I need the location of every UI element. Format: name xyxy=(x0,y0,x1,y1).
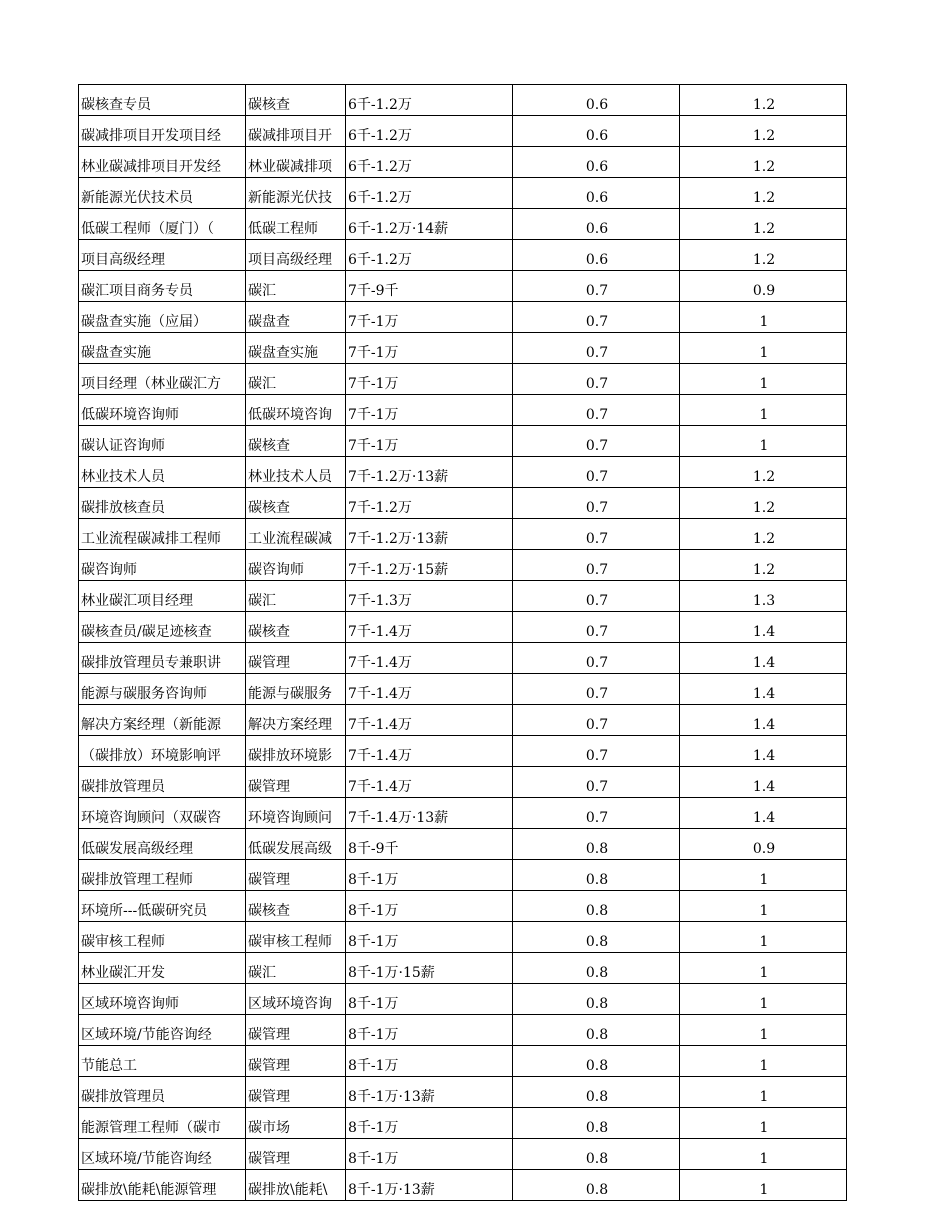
max-salary-cell: 1.2 xyxy=(680,457,847,488)
category-cell: 解决方案经理 xyxy=(246,705,346,736)
table-row xyxy=(79,488,847,519)
table-row xyxy=(79,1077,847,1108)
min-salary-cell: 0.7 xyxy=(513,426,680,457)
table-body xyxy=(79,85,847,1201)
salary-range-cell: 7千-1.4万 xyxy=(346,612,513,643)
salary-range-cell: 8千-1万 xyxy=(346,984,513,1015)
category-cell: 碳市场 xyxy=(246,1108,346,1139)
job-title-cell: 能源管理工程师（碳市 xyxy=(79,1108,246,1139)
salary-range-cell: 6千-1.2万·14薪 xyxy=(346,209,513,240)
salary-range-cell: 7千-1.4万·13薪 xyxy=(346,798,513,829)
min-salary-cell: 0.6 xyxy=(513,116,680,147)
table-row xyxy=(79,1015,847,1046)
job-title-cell: （碳排放）环境影响评 xyxy=(79,736,246,767)
category-cell: 低碳工程师 xyxy=(246,209,346,240)
table-row xyxy=(79,271,847,302)
salary-range-cell: 7千-1.4万 xyxy=(346,705,513,736)
job-title-cell: 节能总工 xyxy=(79,1046,246,1077)
salary-range-cell: 7千-1.4万 xyxy=(346,674,513,705)
max-salary-cell: 1.2 xyxy=(680,147,847,178)
min-salary-cell: 0.7 xyxy=(513,798,680,829)
min-salary-cell: 0.7 xyxy=(513,302,680,333)
category-cell: 碳管理 xyxy=(246,1046,346,1077)
table-row xyxy=(79,178,847,209)
max-salary-cell: 1 xyxy=(680,1015,847,1046)
category-cell: 碳核查 xyxy=(246,891,346,922)
max-salary-cell: 1.4 xyxy=(680,736,847,767)
table-row xyxy=(79,829,847,860)
job-title-cell: 林业技术人员 xyxy=(79,457,246,488)
category-cell: 碳管理 xyxy=(246,1015,346,1046)
category-cell: 碳汇 xyxy=(246,581,346,612)
max-salary-cell: 1 xyxy=(680,953,847,984)
max-salary-cell: 1 xyxy=(680,426,847,457)
job-title-cell: 项目经理（林业碳汇方 xyxy=(79,364,246,395)
min-salary-cell: 0.7 xyxy=(513,643,680,674)
category-cell: 碳盘查实施 xyxy=(246,333,346,364)
salary-range-cell: 6千-1.2万 xyxy=(346,178,513,209)
job-title-cell: 区域环境/节能咨询经 xyxy=(79,1015,246,1046)
salary-range-cell: 6千-1.2万 xyxy=(346,147,513,178)
min-salary-cell: 0.7 xyxy=(513,612,680,643)
table-row xyxy=(79,395,847,426)
table-row xyxy=(79,953,847,984)
min-salary-cell: 0.6 xyxy=(513,147,680,178)
min-salary-cell: 0.7 xyxy=(513,767,680,798)
table-row xyxy=(79,519,847,550)
job-title-cell: 林业碳汇项目经理 xyxy=(79,581,246,612)
job-title-cell: 低碳环境咨询师 xyxy=(79,395,246,426)
category-cell: 碳汇 xyxy=(246,953,346,984)
category-cell: 新能源光伏技 xyxy=(246,178,346,209)
category-cell: 碳核查 xyxy=(246,426,346,457)
table-row xyxy=(79,984,847,1015)
table-row xyxy=(79,612,847,643)
min-salary-cell: 0.7 xyxy=(513,271,680,302)
salary-range-cell: 8千-1万·15薪 xyxy=(346,953,513,984)
min-salary-cell: 0.6 xyxy=(513,240,680,271)
category-cell: 碳管理 xyxy=(246,767,346,798)
job-title-cell: 碳排放管理员 xyxy=(79,767,246,798)
salary-range-cell: 6千-1.2万 xyxy=(346,85,513,116)
min-salary-cell: 0.7 xyxy=(513,581,680,612)
job-title-cell: 碳认证咨询师 xyxy=(79,426,246,457)
salary-range-cell: 7千-1.2万·13薪 xyxy=(346,457,513,488)
table-row xyxy=(79,922,847,953)
table-row xyxy=(79,767,847,798)
job-title-cell: 碳咨询师 xyxy=(79,550,246,581)
max-salary-cell: 1.2 xyxy=(680,550,847,581)
category-cell: 碳审核工程师 xyxy=(246,922,346,953)
table-row xyxy=(79,333,847,364)
min-salary-cell: 0.7 xyxy=(513,705,680,736)
table-row xyxy=(79,891,847,922)
job-title-cell: 碳盘查实施（应届） xyxy=(79,302,246,333)
min-salary-cell: 0.7 xyxy=(513,395,680,426)
max-salary-cell: 1.2 xyxy=(680,519,847,550)
category-cell: 碳管理 xyxy=(246,643,346,674)
salary-range-cell: 6千-1.2万 xyxy=(346,240,513,271)
min-salary-cell: 0.8 xyxy=(513,1077,680,1108)
salary-range-cell: 7千-1万 xyxy=(346,395,513,426)
min-salary-cell: 0.7 xyxy=(513,457,680,488)
category-cell: 林业碳减排项 xyxy=(246,147,346,178)
max-salary-cell: 1.2 xyxy=(680,240,847,271)
table-row xyxy=(79,705,847,736)
max-salary-cell: 1.4 xyxy=(680,674,847,705)
max-salary-cell: 1 xyxy=(680,984,847,1015)
job-title-cell: 林业碳减排项目开发经 xyxy=(79,147,246,178)
max-salary-cell: 1.2 xyxy=(680,178,847,209)
table-row xyxy=(79,426,847,457)
max-salary-cell: 1.3 xyxy=(680,581,847,612)
table-row xyxy=(79,209,847,240)
category-cell: 能源与碳服务 xyxy=(246,674,346,705)
job-title-cell: 碳汇项目商务专员 xyxy=(79,271,246,302)
table-row xyxy=(79,1108,847,1139)
category-cell: 碳汇 xyxy=(246,271,346,302)
job-title-cell: 能源与碳服务咨询师 xyxy=(79,674,246,705)
category-cell: 林业技术人员 xyxy=(246,457,346,488)
table-row xyxy=(79,550,847,581)
salary-range-cell: 7千-1.4万 xyxy=(346,736,513,767)
salary-range-cell: 8千-1万 xyxy=(346,860,513,891)
category-cell: 碳咨询师 xyxy=(246,550,346,581)
min-salary-cell: 0.8 xyxy=(513,1170,680,1201)
salary-range-cell: 7千-1万 xyxy=(346,333,513,364)
min-salary-cell: 0.7 xyxy=(513,364,680,395)
salary-range-cell: 8千-1万·13薪 xyxy=(346,1077,513,1108)
min-salary-cell: 0.6 xyxy=(513,178,680,209)
max-salary-cell: 1.4 xyxy=(680,798,847,829)
job-title-cell: 区域环境/节能咨询经 xyxy=(79,1139,246,1170)
max-salary-cell: 1 xyxy=(680,1139,847,1170)
min-salary-cell: 0.8 xyxy=(513,1046,680,1077)
category-cell: 项目高级经理 xyxy=(246,240,346,271)
category-cell: 碳管理 xyxy=(246,860,346,891)
salary-range-cell: 7千-9千 xyxy=(346,271,513,302)
job-title-cell: 林业碳汇开发 xyxy=(79,953,246,984)
salary-range-cell: 8千-1万·13薪 xyxy=(346,1170,513,1201)
table-row xyxy=(79,457,847,488)
max-salary-cell: 1.2 xyxy=(680,488,847,519)
salary-range-cell: 8千-1万 xyxy=(346,1046,513,1077)
max-salary-cell: 1.4 xyxy=(680,705,847,736)
category-cell: 低碳环境咨询 xyxy=(246,395,346,426)
salary-range-cell: 8千-1万 xyxy=(346,1108,513,1139)
table-row xyxy=(79,1170,847,1201)
min-salary-cell: 0.6 xyxy=(513,85,680,116)
max-salary-cell: 1 xyxy=(680,1170,847,1201)
job-title-cell: 碳排放核查员 xyxy=(79,488,246,519)
salary-range-cell: 8千-1万 xyxy=(346,922,513,953)
job-title-cell: 环境所---低碳研究员 xyxy=(79,891,246,922)
job-title-cell: 碳排放管理员专兼职讲 xyxy=(79,643,246,674)
min-salary-cell: 0.8 xyxy=(513,860,680,891)
salary-range-cell: 7千-1万 xyxy=(346,302,513,333)
category-cell: 环境咨询顾问 xyxy=(246,798,346,829)
max-salary-cell: 1 xyxy=(680,891,847,922)
category-cell: 碳排放\能耗\ xyxy=(246,1170,346,1201)
min-salary-cell: 0.8 xyxy=(513,922,680,953)
category-cell: 碳汇 xyxy=(246,364,346,395)
salary-range-cell: 7千-1.2万 xyxy=(346,488,513,519)
salary-range-cell: 7千-1万 xyxy=(346,426,513,457)
category-cell: 低碳发展高级 xyxy=(246,829,346,860)
category-cell: 区域环境咨询 xyxy=(246,984,346,1015)
category-cell: 碳核查 xyxy=(246,612,346,643)
min-salary-cell: 0.7 xyxy=(513,519,680,550)
job-title-cell: 碳核查专员 xyxy=(79,85,246,116)
max-salary-cell: 1 xyxy=(680,364,847,395)
table-row xyxy=(79,302,847,333)
job-title-cell: 碳排放管理工程师 xyxy=(79,860,246,891)
table-row xyxy=(79,240,847,271)
table-row xyxy=(79,1046,847,1077)
table-row xyxy=(79,643,847,674)
min-salary-cell: 0.7 xyxy=(513,333,680,364)
salary-table xyxy=(78,84,847,1201)
max-salary-cell: 1 xyxy=(680,395,847,426)
max-salary-cell: 1.2 xyxy=(680,85,847,116)
category-cell: 碳核查 xyxy=(246,85,346,116)
min-salary-cell: 0.8 xyxy=(513,953,680,984)
job-title-cell: 碳排放管理员 xyxy=(79,1077,246,1108)
max-salary-cell: 0.9 xyxy=(680,829,847,860)
salary-range-cell: 8千-1万 xyxy=(346,1015,513,1046)
category-cell: 碳排放环境影 xyxy=(246,736,346,767)
min-salary-cell: 0.7 xyxy=(513,674,680,705)
min-salary-cell: 0.8 xyxy=(513,829,680,860)
table-row xyxy=(79,85,847,116)
min-salary-cell: 0.8 xyxy=(513,1139,680,1170)
salary-range-cell: 7千-1.4万 xyxy=(346,643,513,674)
table-row xyxy=(79,147,847,178)
min-salary-cell: 0.8 xyxy=(513,1015,680,1046)
salary-range-cell: 6千-1.2万 xyxy=(346,116,513,147)
table-row xyxy=(79,674,847,705)
table-row xyxy=(79,798,847,829)
table-row xyxy=(79,1139,847,1170)
job-title-cell: 工业流程碳减排工程师 xyxy=(79,519,246,550)
max-salary-cell: 1 xyxy=(680,922,847,953)
table-row xyxy=(79,581,847,612)
min-salary-cell: 0.8 xyxy=(513,1108,680,1139)
salary-range-cell: 8千-9千 xyxy=(346,829,513,860)
job-title-cell: 碳核查员/碳足迹核查 xyxy=(79,612,246,643)
job-title-cell: 新能源光伏技术员 xyxy=(79,178,246,209)
job-title-cell: 低碳发展高级经理 xyxy=(79,829,246,860)
job-title-cell: 碳排放\能耗\能源管理 xyxy=(79,1170,246,1201)
salary-range-cell: 7千-1.2万·13薪 xyxy=(346,519,513,550)
table-row xyxy=(79,364,847,395)
max-salary-cell: 1.4 xyxy=(680,612,847,643)
max-salary-cell: 1 xyxy=(680,860,847,891)
job-title-cell: 碳减排项目开发项目经 xyxy=(79,116,246,147)
category-cell: 碳管理 xyxy=(246,1077,346,1108)
category-cell: 碳减排项目开 xyxy=(246,116,346,147)
table-row xyxy=(79,736,847,767)
job-title-cell: 区域环境咨询师 xyxy=(79,984,246,1015)
category-cell: 碳核查 xyxy=(246,488,346,519)
table-row xyxy=(79,116,847,147)
salary-range-cell: 7千-1.4万 xyxy=(346,767,513,798)
max-salary-cell: 1 xyxy=(680,1046,847,1077)
table-row xyxy=(79,860,847,891)
category-cell: 工业流程碳减 xyxy=(246,519,346,550)
max-salary-cell: 1.4 xyxy=(680,767,847,798)
min-salary-cell: 0.6 xyxy=(513,209,680,240)
min-salary-cell: 0.7 xyxy=(513,488,680,519)
max-salary-cell: 0.9 xyxy=(680,271,847,302)
salary-range-cell: 7千-1.3万 xyxy=(346,581,513,612)
max-salary-cell: 1.2 xyxy=(680,116,847,147)
job-title-cell: 解决方案经理（新能源 xyxy=(79,705,246,736)
category-cell: 碳管理 xyxy=(246,1139,346,1170)
job-title-cell: 低碳工程师（厦门）（ xyxy=(79,209,246,240)
max-salary-cell: 1.4 xyxy=(680,643,847,674)
max-salary-cell: 1 xyxy=(680,333,847,364)
salary-range-cell: 7千-1万 xyxy=(346,364,513,395)
min-salary-cell: 0.7 xyxy=(513,550,680,581)
min-salary-cell: 0.7 xyxy=(513,736,680,767)
max-salary-cell: 1 xyxy=(680,302,847,333)
max-salary-cell: 1.2 xyxy=(680,209,847,240)
job-title-cell: 碳审核工程师 xyxy=(79,922,246,953)
max-salary-cell: 1 xyxy=(680,1077,847,1108)
salary-range-cell: 8千-1万 xyxy=(346,891,513,922)
min-salary-cell: 0.8 xyxy=(513,984,680,1015)
salary-range-cell: 7千-1.2万·15薪 xyxy=(346,550,513,581)
category-cell: 碳盘查 xyxy=(246,302,346,333)
max-salary-cell: 1 xyxy=(680,1108,847,1139)
min-salary-cell: 0.8 xyxy=(513,891,680,922)
job-title-cell: 项目高级经理 xyxy=(79,240,246,271)
job-title-cell: 环境咨询顾问（双碳咨 xyxy=(79,798,246,829)
job-title-cell: 碳盘查实施 xyxy=(79,333,246,364)
salary-range-cell: 8千-1万 xyxy=(346,1139,513,1170)
